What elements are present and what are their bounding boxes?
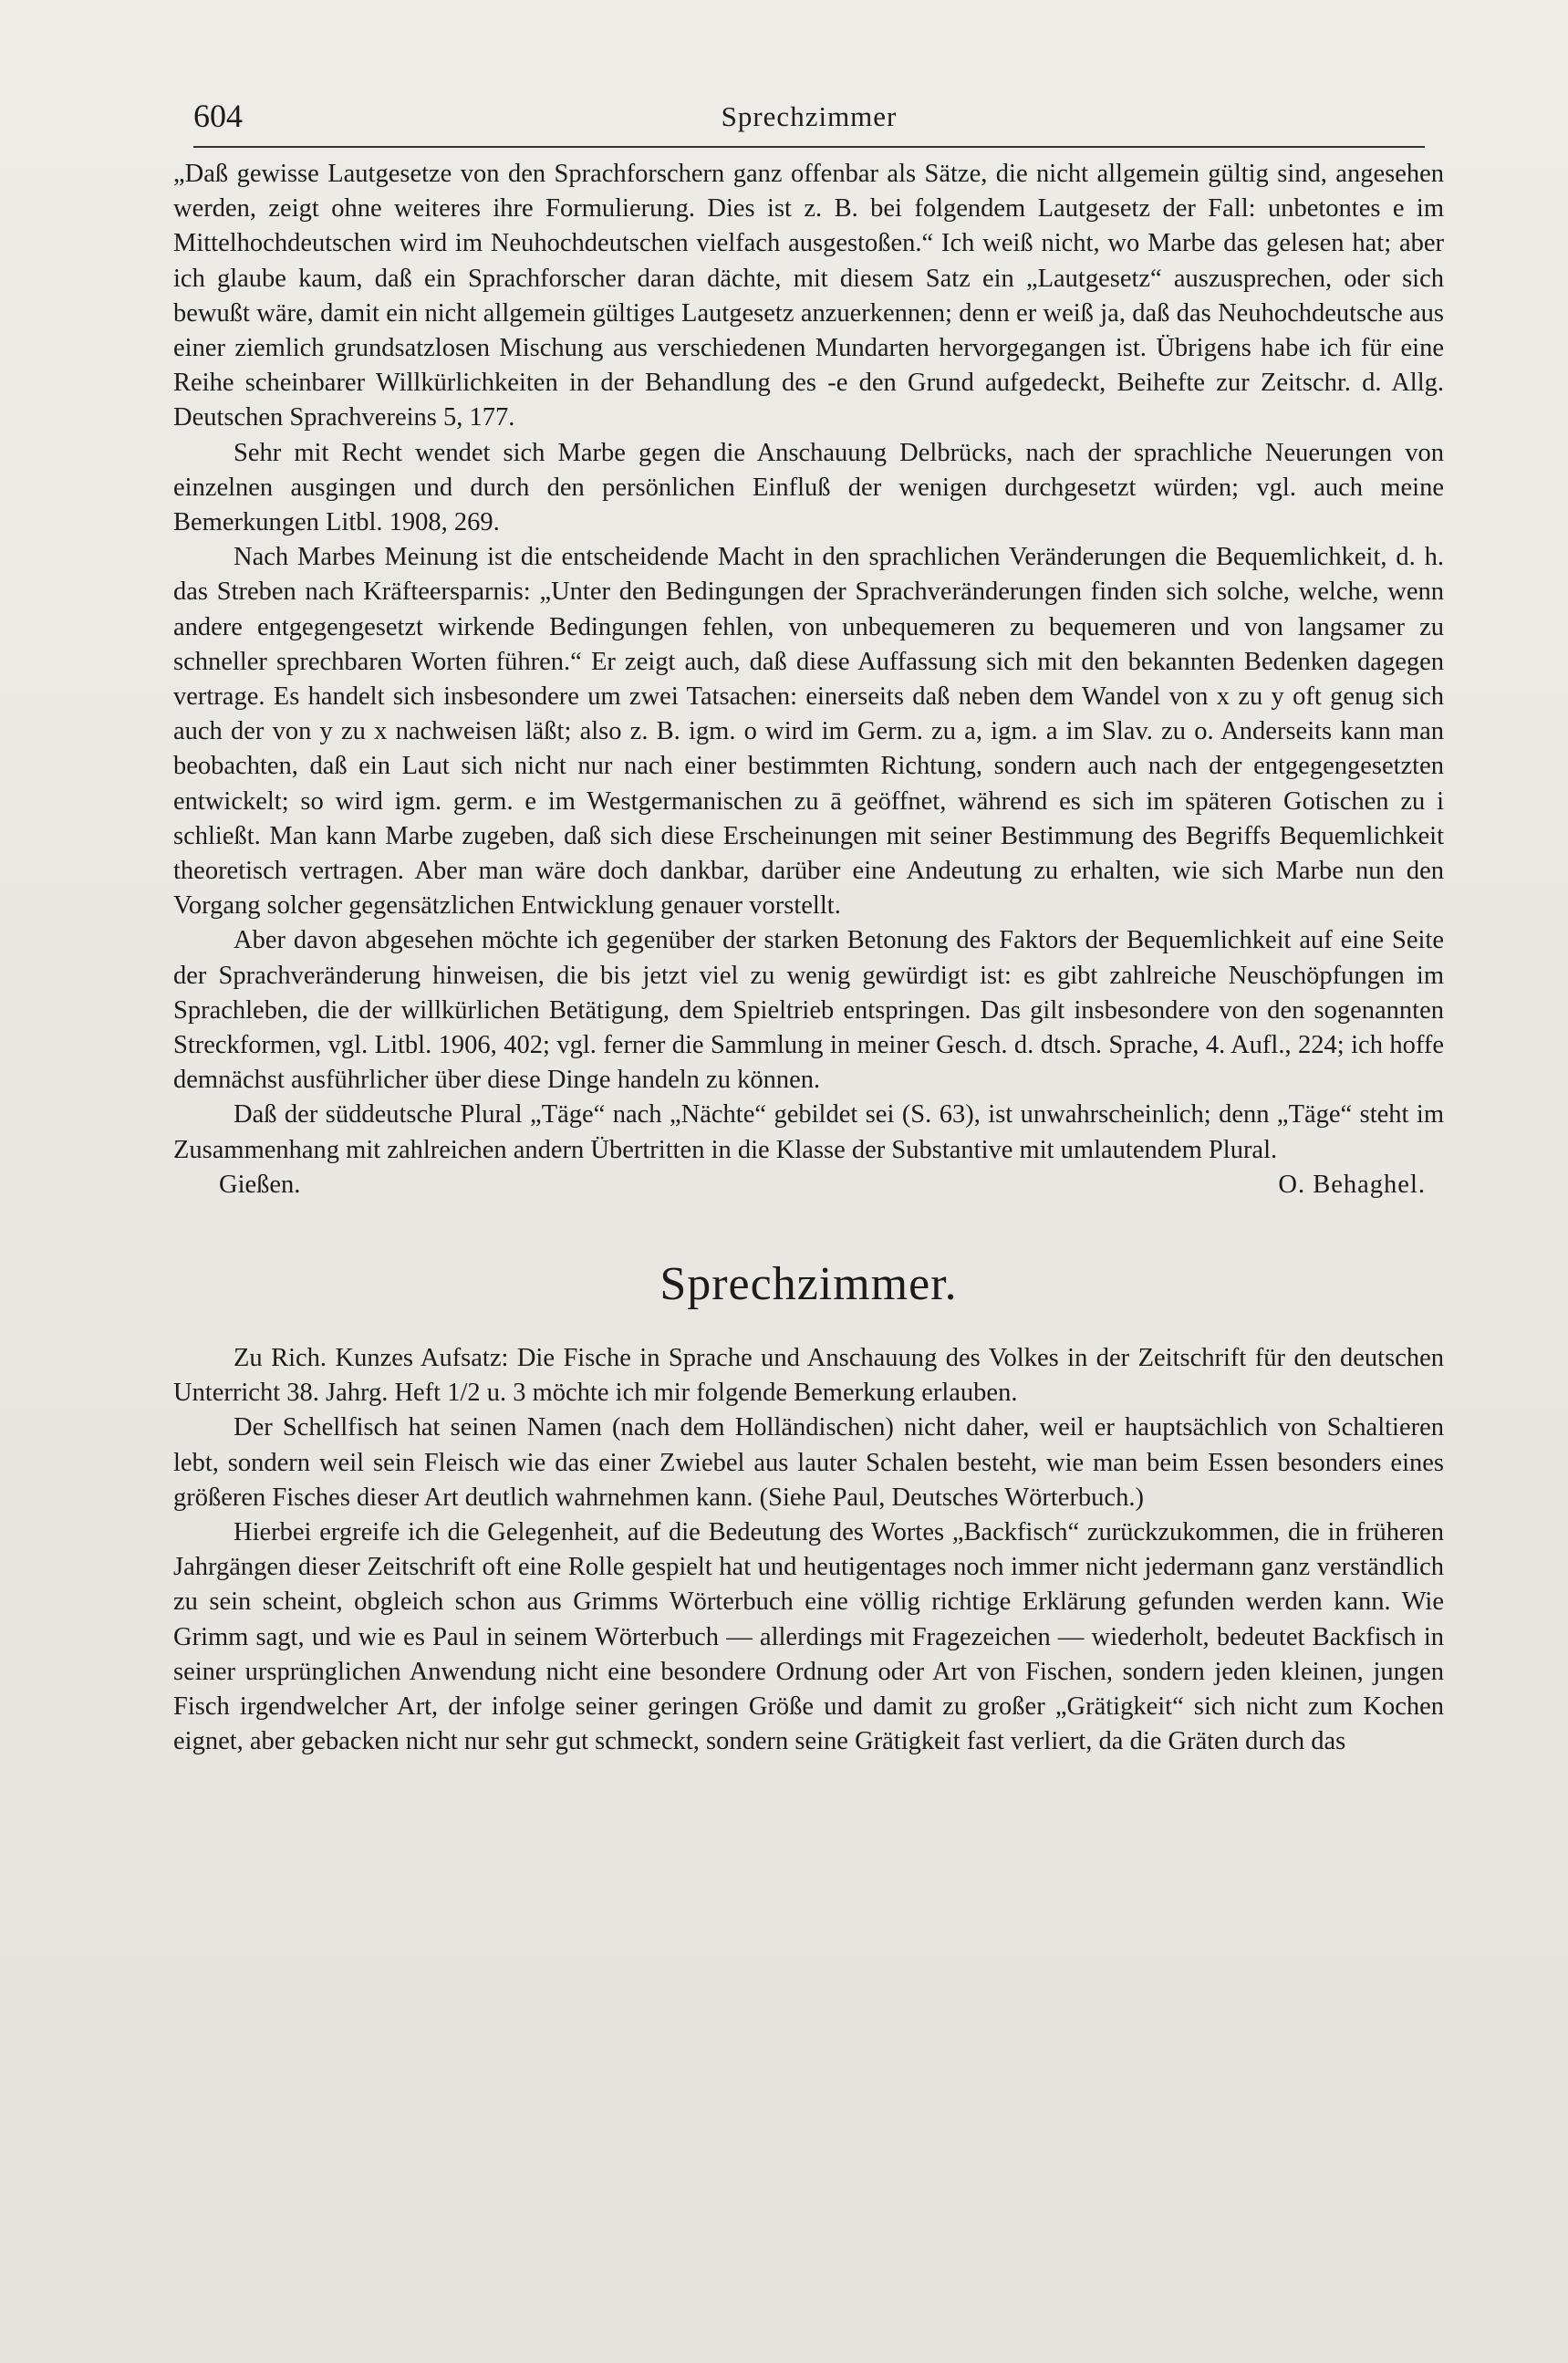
place-name: Gießen. xyxy=(219,1170,301,1199)
section-paragraph: Zu Rich. Kunzes Aufsatz: Die Fische in Sprache und Anschauung des Volkes in der Zeitschrift für den deutschen Unterricht 38. Jahrg. Heft 1/2 u. 3 möchte ich mir folgende Bemerkung erlauben. xyxy=(173,1343,1444,1408)
page-body xyxy=(173,157,1444,1759)
article-paragraph: Sehr mit Recht wendet sich Marbe gegen die Anschauung Delbrücks, nach der sprachliche Neuerungen von einzelnen ausgingen und durch den persönlichen Einfluß der wenigen durchgesetzt würden; vgl. auch meine Bemerkungen Litbl. 1908, 269. xyxy=(173,438,1444,537)
article-paragraph: „Daß gewisse Lautgesetze von den Sprachforschern ganz offenbar als Sätze, die nicht allgemein gültig sind, angesehen werden, zeigt ohne weiteres ihre Formulierung. Dies ist z. B. bei folgendem Lautgesetz der Fall: unbetontes e im Mittelhochdeutschen wird im Neuhochdeutschen vielfach ausgestoßen.“ Ich weiß nicht, wo Marbe das gelesen hat; aber ich glaube kaum, daß ein Sprachforscher daran dächte, mit diesem Satz ein „Lautgesetz“ auszusprechen, oder sich bewußt wäre, damit ein nicht allgemein gültiges Lautgesetz anzuerkennen; denn er weiß ja, daß das Neuhochdeutsche aus einer ziemlich grundsatzlosen Mischung aus verschiedenen Mundarten hervorgegangen ist. Übrigens habe ich für eine Reihe scheinbarer Willkürlichkeiten in der Behandlung des -e den Grund aufgedeckt, Beihefte zur Zeitschr. d. Allg. Deutschen Sprachvereins 5, 177. xyxy=(173,160,1444,432)
article-paragraph: Daß der süddeutsche Plural „Täge“ nach „Nächte“ gebildet sei (S. 63), ist unwahrscheinlich; denn „Täge“ steht im Zusammenhang mit zahlreichen andern Übertritten in die Klasse der Substantive mit umlautendem Plural. xyxy=(173,1100,1444,1164)
section-paragraph: Der Schellfisch hat seinen Namen (nach dem Holländischen) nicht daher, weil er hauptsächlich von Schaltieren lebt, sondern weil sein Fleisch wie das einer Zwiebel aus lauter Schalen besteht, wie man beim Essen besonders eines größeren Fisches dieser Art deutlich wahrnehmen kann. (Siehe Paul, Deutsches Wörterbuch.) xyxy=(173,1413,1444,1512)
running-head: Sprechzimmer xyxy=(721,100,898,132)
section-title: Sprechzimmer. xyxy=(659,1257,958,1310)
section-paragraph: Hierbei ergreife ich die Gelegenheit, auf die Bedeutung des Wortes „Backfisch“ zurückzukommen, die in früheren Jahrgängen dieser Zeitschrift oft eine Rolle gespielt hat und heutigentages noch immer nicht jedermann ganz verständlich zu sein scheint, obgleich schon aus Grimms Wörterbuch eine völlig richtige Erklärung gefunden werden kann. Wie Grimm sagt, und wie es Paul in seinem Wörterbuch — allerdings mit Fragezeichen — wiederholt, bedeutet Backfisch in seiner ursprünglichen Anwendung nicht eine besondere Ordnung oder Art von Fischen, sondern jeden kleinen, jungen Fisch irgendwelcher Art, der infolge seiner geringen Größe und damit zu großer „Grätigkeit“ sich nicht zum Kochen eignet, aber gebacken nicht nur sehr gut schmeckt, sondern seine Grätigkeit fast verliert, da die Gräten durch das xyxy=(173,1517,1444,1756)
page-header xyxy=(193,91,1425,148)
signature-row xyxy=(173,1168,1444,1202)
article-paragraph: Nach Marbes Meinung ist die entscheidende Macht in den sprachlichen Veränderungen die Bequemlichkeit, d. h. das Streben nach Kräfteersparnis: „Unter den Bedingungen der Sprachveränderungen finden sich solche, welche, wenn andere entgegengesetzt wirkende Bedingungen fehlen, von unbequemeren zu bequemeren und von langsamer zu schneller sprechbaren Worten führen.“ Er zeigt auch, daß diese Auffassung sich mit den bekannten Bedenken dagegen vertrage. Es handelt sich insbesondere um zwei Tatsachen: einerseits daß neben dem Wandel von x zu y oft genug sich auch der von y zu x nachweisen läßt; also z. B. igm. o wird im Germ. zu a, igm. a im Slav. zu o. Anderseits kann man beobachten, daß ein Laut sich nicht nur nach einer bestimmten Richtung, sondern auch nach der entgegengesetzten entwickelt; so wird igm. germ. e im Westgermanischen zu ā geöffnet, während es sich im späteren Gotischen zu i schließt. Man kann Marbe zugeben, daß sich diese Erscheinungen mit seiner Bestimmung des Begriffs Bequemlichkeit theoretisch vertragen. Aber man wäre doch dankbar, darüber eine Andeutung zu erhalten, wie sich Marbe nun den Vorgang solcher gegensätzlichen Entwicklung genauer vorstellt. xyxy=(173,543,1444,921)
article-paragraph: Aber davon abgesehen möchte ich gegenüber der starken Betonung des Faktors der Bequemlichkeit auf eine Seite der Sprachveränderung hinweisen, die bis jetzt viel zu wenig gewürdigt ist: es gibt zahlreiche Neuschöpfungen im Sprachleben, die der willkürlichen Betätigung, dem Spieltrieb entspringen. Das gilt insbesondere von den sogenannten Streckformen, vgl. Litbl. 1906, 402; vgl. ferner die Sammlung in meiner Gesch. d. dtsch. Sprache, 4. Aufl., 224; ich hoffe demnächst ausführlicher über diese Dinge handeln zu können. xyxy=(173,926,1444,1095)
author-signature: O. Behaghel. xyxy=(1278,1170,1426,1199)
page-number: 604 xyxy=(193,98,243,134)
